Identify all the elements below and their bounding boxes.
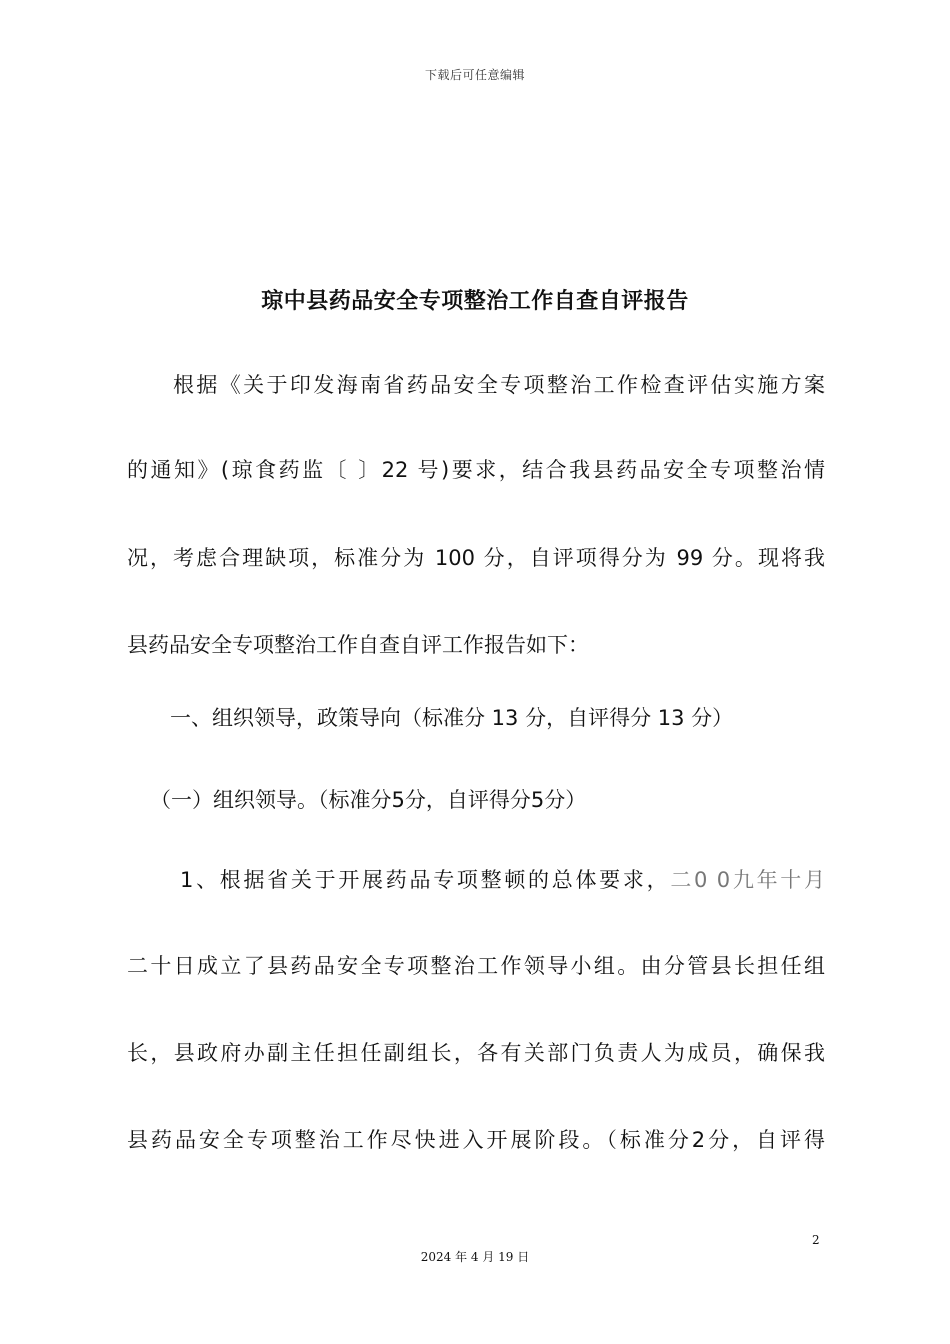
paragraph-line: 县药品安全专项整治工作自查自评工作报告如下： [127,633,589,657]
paragraph-line: 根据《关于印发海南省药品安全专项整治工作检查评估实施方案 [173,373,825,397]
paragraph-line: 县药品安全专项整治工作尽快进入开展阶段。（标准分2分，自评得 [127,1128,825,1152]
section-heading: 一、组织领导，政策导向（标准分 13 分，自评得分 13 分） [170,706,734,730]
paragraph-line: 况，考虑合理缺项，标准分为 100 分，自评项得分为 99 分。现将我 [127,546,825,570]
subsection-heading: （一）组织领导。（标准分5分，自评得分5分） [150,788,587,812]
paragraph-line [180,865,825,895]
header-note: 下载后可任意编辑 [424,68,525,82]
footer-date: 2024 年 4 月 19 日 [420,1250,530,1264]
document-title: 琼中县药品安全专项整治工作自查自评报告 [261,289,689,314]
gray-date-text: 二0 0九年十月 [670,868,825,892]
paragraph-line: 长，县政府办副主任担任副组长，各有关部门负责人为成员，确保我 [127,1041,825,1065]
paragraph-line: 二十日成立了县药品安全专项整治工作领导小组。由分管县长担任组 [127,954,825,978]
page-number: 2 [812,1233,820,1247]
paragraph-text: 1、根据省关于开展药品专项整顿的总体要求， [180,868,671,892]
paragraph-line: 的通知》(琼食药监〔 〕22 号)要求，结合我县药品安全专项整治情 [127,458,825,482]
